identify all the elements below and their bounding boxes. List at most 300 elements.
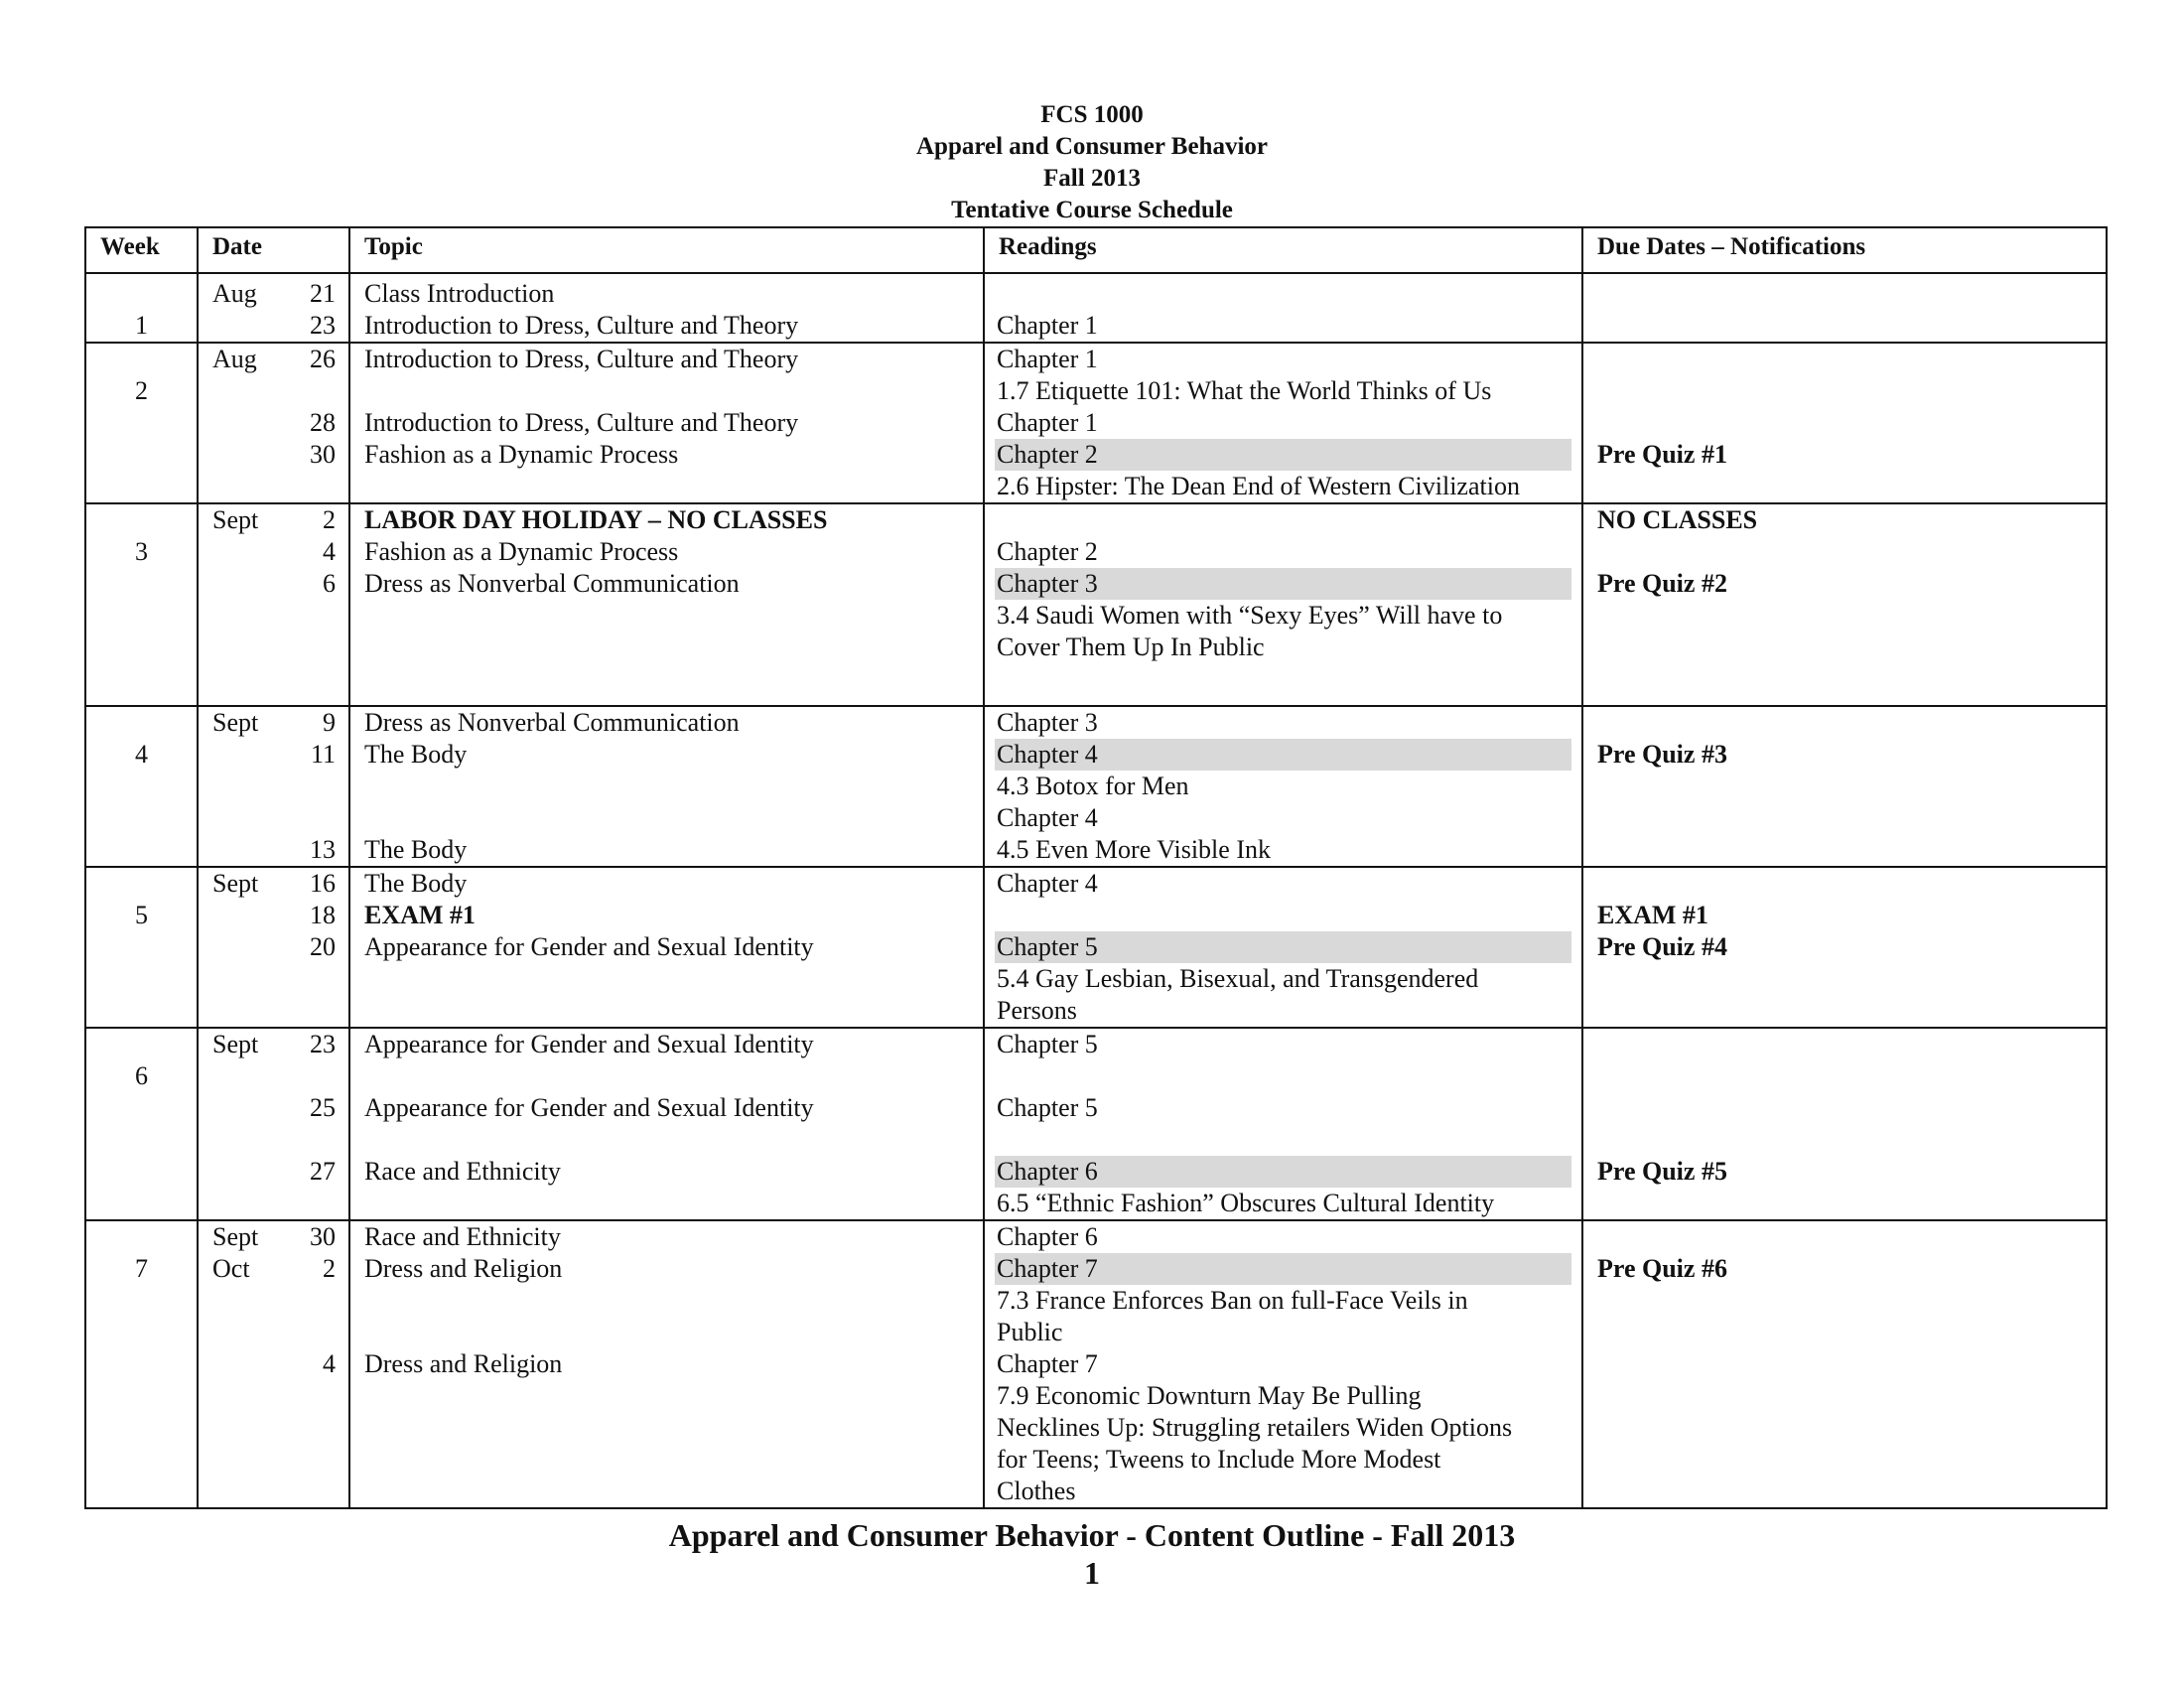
reading-line: Chapter 4 [997, 869, 1098, 898]
week-spacer [86, 771, 197, 802]
date-day: 9 [323, 708, 336, 737]
date-day [276, 771, 336, 802]
reading-line: Chapter 3 [995, 568, 1571, 600]
date-month [212, 310, 276, 342]
week-cell [85, 273, 198, 343]
due-line [1583, 278, 2106, 310]
table-row [85, 343, 2107, 503]
readings-cell [984, 1220, 1582, 1508]
date-month [212, 1412, 276, 1444]
due-line: NO CLASSES [1597, 505, 1758, 534]
week-spacer [86, 407, 197, 439]
date-line [199, 536, 348, 568]
topic-line [350, 375, 983, 407]
due-line [1583, 1412, 2106, 1444]
table-row [85, 273, 2107, 343]
reading-line: 7.9 Economic Downturn May Be Pulling [997, 1381, 1422, 1410]
date-month [212, 802, 276, 834]
date-month [212, 1124, 276, 1156]
date-line [199, 1188, 348, 1219]
table-row [85, 503, 2107, 706]
week-spacer [86, 439, 197, 471]
topic-line: Introduction to Dress, Culture and Theory [364, 345, 799, 373]
date-month [212, 1156, 276, 1188]
topic-line: Appearance for Gender and Sexual Identity [364, 1030, 814, 1058]
date-day: 23 [310, 1030, 336, 1058]
week-spacer [86, 707, 197, 739]
column-header-readings: Readings [984, 227, 1582, 273]
date-line [199, 995, 348, 1027]
reading-line: Chapter 1 [997, 345, 1098, 373]
due-cell [1582, 1028, 2107, 1220]
reading-line: Clothes [997, 1477, 1076, 1505]
date-month [212, 471, 276, 502]
week-spacer [86, 995, 197, 1027]
due-cell [1582, 706, 2107, 867]
week-number: 7 [135, 1254, 148, 1283]
date-month [212, 1092, 276, 1124]
date-line [199, 1285, 348, 1317]
document-header [0, 99, 2184, 226]
reading-line: Chapter 6 [997, 1222, 1098, 1251]
schedule-table [84, 226, 2108, 1509]
week-cell [85, 1220, 198, 1508]
topic-cell [349, 1028, 984, 1220]
date-day [276, 1124, 336, 1156]
date-month [212, 407, 276, 439]
date-month: Sept [212, 1222, 259, 1251]
topic-cell [349, 867, 984, 1028]
week-cell [85, 343, 198, 503]
date-line [199, 568, 348, 600]
due-line: Pre Quiz #2 [1597, 569, 1727, 598]
due-line [1583, 1444, 2106, 1476]
due-cell [1582, 273, 2107, 343]
due-cell [1582, 1220, 2107, 1508]
reading-line: Chapter 2 [995, 439, 1571, 471]
date-month [212, 600, 276, 632]
reading-line: Chapter 1 [997, 408, 1098, 437]
date-month [212, 1317, 276, 1348]
date-day [276, 375, 336, 407]
column-header-date: Date [198, 227, 349, 273]
topic-line: Dress as Nonverbal Communication [364, 708, 740, 737]
date-day: 23 [310, 311, 336, 340]
topic-line [350, 1476, 983, 1507]
date-month [212, 834, 276, 866]
date-line [199, 931, 348, 963]
due-line [1583, 1348, 2106, 1380]
date-line [199, 278, 348, 310]
footer-title: Apparel and Consumer Behavior - Content Outline - Fall 2013 [668, 1517, 1516, 1553]
document-footer [0, 1516, 2184, 1592]
week-spacer [86, 1188, 197, 1219]
date-line [199, 1348, 348, 1380]
date-month [212, 375, 276, 407]
date-line [199, 868, 348, 900]
date-day: 20 [310, 932, 336, 961]
topic-line: Appearance for Gender and Sexual Identity [364, 932, 814, 961]
page-number: 1 [1084, 1555, 1100, 1591]
topic-line [350, 632, 983, 663]
due-line: Pre Quiz #5 [1597, 1157, 1727, 1186]
topic-cell [349, 343, 984, 503]
reading-line: Chapter 1 [997, 311, 1098, 340]
column-header-topic: Topic [349, 227, 984, 273]
reading-line: 2.6 Hipster: The Dean End of Western Civilization [997, 472, 1520, 500]
week-spacer [86, 344, 197, 375]
week-spacer [86, 471, 197, 502]
date-day [276, 963, 336, 995]
date-month: Aug [212, 279, 257, 308]
schedule-subtitle: Tentative Course Schedule [951, 197, 1233, 223]
week-spacer [86, 1317, 197, 1348]
topic-line [350, 1285, 983, 1317]
date-cell [198, 503, 349, 706]
reading-line: Chapter 5 [995, 931, 1571, 963]
due-line [1583, 344, 2106, 375]
readings-cell [984, 706, 1582, 867]
topic-line [350, 802, 983, 834]
date-cell [198, 1220, 349, 1508]
date-day [276, 632, 336, 663]
week-number: 1 [135, 311, 148, 340]
week-number: 2 [135, 376, 148, 405]
reading-line: 1.7 Etiquette 101: What the World Thinks of Us [997, 376, 1492, 405]
date-month [212, 995, 276, 1027]
due-line [1583, 536, 2106, 568]
topic-line [350, 1060, 983, 1092]
date-day [276, 1285, 336, 1317]
due-line [1583, 1188, 2106, 1219]
reading-line: 4.5 Even More Visible Ink [997, 835, 1271, 864]
week-spacer [86, 1029, 197, 1060]
date-line [199, 375, 348, 407]
topic-line: Fashion as a Dynamic Process [364, 537, 679, 566]
week-cell [85, 867, 198, 1028]
reading-line: Chapter 5 [997, 1093, 1098, 1122]
due-line [1583, 1060, 2106, 1092]
date-line [199, 1156, 348, 1188]
date-day: 13 [310, 835, 336, 864]
date-month [212, 1476, 276, 1507]
due-cell [1582, 343, 2107, 503]
due-line [1583, 632, 2106, 663]
date-month [212, 1380, 276, 1412]
week-spacer [86, 1444, 197, 1476]
reading-line: Persons [997, 996, 1077, 1025]
due-line [1583, 963, 2106, 995]
week-spacer [86, 1221, 197, 1253]
topic-line: Class Introduction [364, 279, 555, 308]
week-spacer [86, 868, 197, 900]
date-line [199, 1124, 348, 1156]
date-day: 6 [323, 569, 336, 598]
topic-cell [349, 273, 984, 343]
topic-line: EXAM #1 [364, 901, 476, 929]
date-month: Sept [212, 505, 259, 534]
date-day: 25 [310, 1093, 336, 1122]
due-line [1583, 471, 2106, 502]
date-day: 18 [310, 901, 336, 929]
reading-line: for Teens; Tweens to Include More Modest [997, 1445, 1441, 1474]
reading-line: 4.3 Botox for Men [997, 772, 1189, 800]
date-line [199, 1476, 348, 1507]
reading-line: 7.3 France Enforces Ban on full-Face Veils in [997, 1286, 1468, 1315]
date-line [199, 1317, 348, 1348]
due-line: EXAM #1 [1597, 901, 1708, 929]
date-line [199, 1029, 348, 1060]
date-line [199, 1412, 348, 1444]
date-month [212, 632, 276, 663]
week-spacer [86, 963, 197, 995]
due-line [1583, 310, 2106, 342]
course-code: FCS 1000 [1040, 101, 1144, 128]
date-month [212, 1188, 276, 1219]
date-month [212, 739, 276, 771]
week-cell [85, 503, 198, 706]
topic-line [350, 771, 983, 802]
date-month: Oct [212, 1254, 250, 1283]
topic-line: Dress and Religion [364, 1349, 563, 1378]
topic-line [350, 1188, 983, 1219]
date-line [199, 1444, 348, 1476]
date-day [276, 1188, 336, 1219]
week-spacer [86, 568, 197, 600]
week-spacer [86, 600, 197, 632]
date-line [199, 1253, 348, 1285]
date-day [276, 663, 336, 695]
date-month [212, 771, 276, 802]
reading-line [985, 663, 1581, 695]
week-spacer [86, 931, 197, 963]
date-day [276, 1412, 336, 1444]
topic-line [350, 963, 983, 995]
date-month: Sept [212, 869, 259, 898]
date-day: 16 [310, 869, 336, 898]
week-spacer [86, 1124, 197, 1156]
due-line [1583, 834, 2106, 866]
due-line: Pre Quiz #6 [1597, 1254, 1727, 1283]
reading-line: Chapter 6 [995, 1156, 1571, 1188]
due-line: Pre Quiz #3 [1597, 740, 1727, 769]
readings-cell [984, 273, 1582, 343]
course-title: Apparel and Consumer Behavior [916, 133, 1268, 160]
date-cell [198, 343, 349, 503]
table-row [85, 1028, 2107, 1220]
week-spacer [86, 663, 197, 695]
reading-line: 5.4 Gay Lesbian, Bisexual, and Transgendered [997, 964, 1479, 993]
topic-line [350, 600, 983, 632]
reading-line: 3.4 Saudi Women with “Sexy Eyes” Will have to [997, 601, 1503, 630]
date-day [276, 1444, 336, 1476]
date-month [212, 663, 276, 695]
date-line [199, 1380, 348, 1412]
due-line [1583, 407, 2106, 439]
reading-line [985, 900, 1581, 931]
due-line [1583, 1221, 2106, 1253]
date-line [199, 407, 348, 439]
reading-line: Public [997, 1318, 1063, 1346]
date-month [212, 1060, 276, 1092]
week-spacer [86, 278, 197, 310]
date-cell [198, 867, 349, 1028]
date-line [199, 707, 348, 739]
topic-line [350, 1317, 983, 1348]
topic-line [350, 1444, 983, 1476]
topic-line: Dress and Religion [364, 1254, 563, 1283]
topic-line [350, 1380, 983, 1412]
reading-line: Cover Them Up In Public [997, 633, 1265, 661]
week-number: 5 [135, 901, 148, 929]
date-day: 2 [323, 505, 336, 534]
readings-cell [984, 1028, 1582, 1220]
week-spacer [86, 632, 197, 663]
column-header-week: Week [85, 227, 198, 273]
date-month [212, 1285, 276, 1317]
date-cell [198, 706, 349, 867]
week-cell [85, 706, 198, 867]
date-line [199, 771, 348, 802]
date-day: 28 [310, 408, 336, 437]
date-day: 30 [310, 440, 336, 469]
topic-line [350, 471, 983, 502]
reading-line: Chapter 4 [995, 739, 1571, 771]
date-day: 2 [323, 1254, 336, 1283]
date-line [199, 600, 348, 632]
readings-cell [984, 867, 1582, 1028]
due-cell [1582, 867, 2107, 1028]
date-line [199, 504, 348, 536]
date-line [199, 1092, 348, 1124]
topic-cell [349, 706, 984, 867]
date-day [276, 1476, 336, 1507]
week-spacer [86, 1412, 197, 1444]
date-day [276, 1060, 336, 1092]
date-day: 30 [310, 1222, 336, 1251]
topic-line: Fashion as a Dynamic Process [364, 440, 679, 469]
due-line [1583, 995, 2106, 1027]
date-line [199, 739, 348, 771]
due-line [1583, 1092, 2106, 1124]
topic-line [350, 663, 983, 695]
reading-line [985, 504, 1581, 536]
date-day [276, 802, 336, 834]
due-line [1583, 1124, 2106, 1156]
reading-line: Chapter 3 [997, 708, 1098, 737]
date-line [199, 1060, 348, 1092]
reading-line: Chapter 7 [995, 1253, 1571, 1285]
table-row [85, 1220, 2107, 1508]
week-spacer [86, 1285, 197, 1317]
date-line [199, 963, 348, 995]
date-line [199, 663, 348, 695]
due-line [1583, 663, 2106, 695]
reading-line [985, 1060, 1581, 1092]
date-month: Aug [212, 345, 257, 373]
date-day [276, 471, 336, 502]
reading-line [985, 1124, 1581, 1156]
date-line [199, 471, 348, 502]
date-month [212, 439, 276, 471]
topic-cell [349, 503, 984, 706]
date-line [199, 1221, 348, 1253]
week-number: 6 [135, 1061, 148, 1090]
date-day: 4 [323, 537, 336, 566]
date-cell [198, 273, 349, 343]
due-cell [1582, 503, 2107, 706]
date-day: 4 [323, 1349, 336, 1378]
week-spacer [86, 1348, 197, 1380]
week-spacer [86, 1156, 197, 1188]
week-spacer [86, 1380, 197, 1412]
due-line [1583, 1317, 2106, 1348]
topic-line: The Body [364, 740, 468, 769]
table-row [85, 867, 2107, 1028]
week-spacer [86, 1092, 197, 1124]
date-line [199, 310, 348, 342]
due-line [1583, 375, 2106, 407]
week-spacer [86, 834, 197, 866]
due-line [1583, 1285, 2106, 1317]
date-day: 27 [310, 1157, 336, 1186]
topic-line [350, 1124, 983, 1156]
week-cell [85, 1028, 198, 1220]
topic-line: The Body [364, 835, 468, 864]
reading-line: Chapter 5 [997, 1030, 1098, 1058]
date-line [199, 834, 348, 866]
due-line: Pre Quiz #4 [1597, 932, 1727, 961]
date-month [212, 963, 276, 995]
week-spacer [86, 504, 197, 536]
schedule-body [85, 273, 2107, 1508]
column-header-due-dates: Due Dates – Notifications [1582, 227, 2107, 273]
date-month [212, 1444, 276, 1476]
date-day [276, 995, 336, 1027]
due-line [1583, 1380, 2106, 1412]
week-spacer [86, 802, 197, 834]
reading-line: Necklines Up: Struggling retailers Widen Options [997, 1413, 1513, 1442]
due-line: Pre Quiz #1 [1597, 440, 1727, 469]
week-spacer [86, 1476, 197, 1507]
reading-line [985, 278, 1581, 310]
due-line [1583, 707, 2106, 739]
topic-line: LABOR DAY HOLIDAY – NO CLASSES [364, 505, 828, 534]
topic-line [350, 995, 983, 1027]
date-line [199, 802, 348, 834]
due-line [1583, 802, 2106, 834]
date-line [199, 439, 348, 471]
date-month: Sept [212, 1030, 259, 1058]
topic-cell [349, 1220, 984, 1508]
topic-line: Introduction to Dress, Culture and Theory [364, 311, 799, 340]
date-line [199, 632, 348, 663]
reading-line: Chapter 2 [997, 537, 1098, 566]
due-line [1583, 1476, 2106, 1507]
due-line [1583, 771, 2106, 802]
date-month: Sept [212, 708, 259, 737]
topic-line [350, 1412, 983, 1444]
date-month [212, 931, 276, 963]
table-row [85, 706, 2107, 867]
readings-cell [984, 343, 1582, 503]
date-month [212, 568, 276, 600]
date-month [212, 900, 276, 931]
topic-line: Appearance for Gender and Sexual Identity [364, 1093, 814, 1122]
date-line [199, 900, 348, 931]
topic-line: Race and Ethnicity [364, 1157, 561, 1186]
course-term: Fall 2013 [1043, 165, 1141, 192]
